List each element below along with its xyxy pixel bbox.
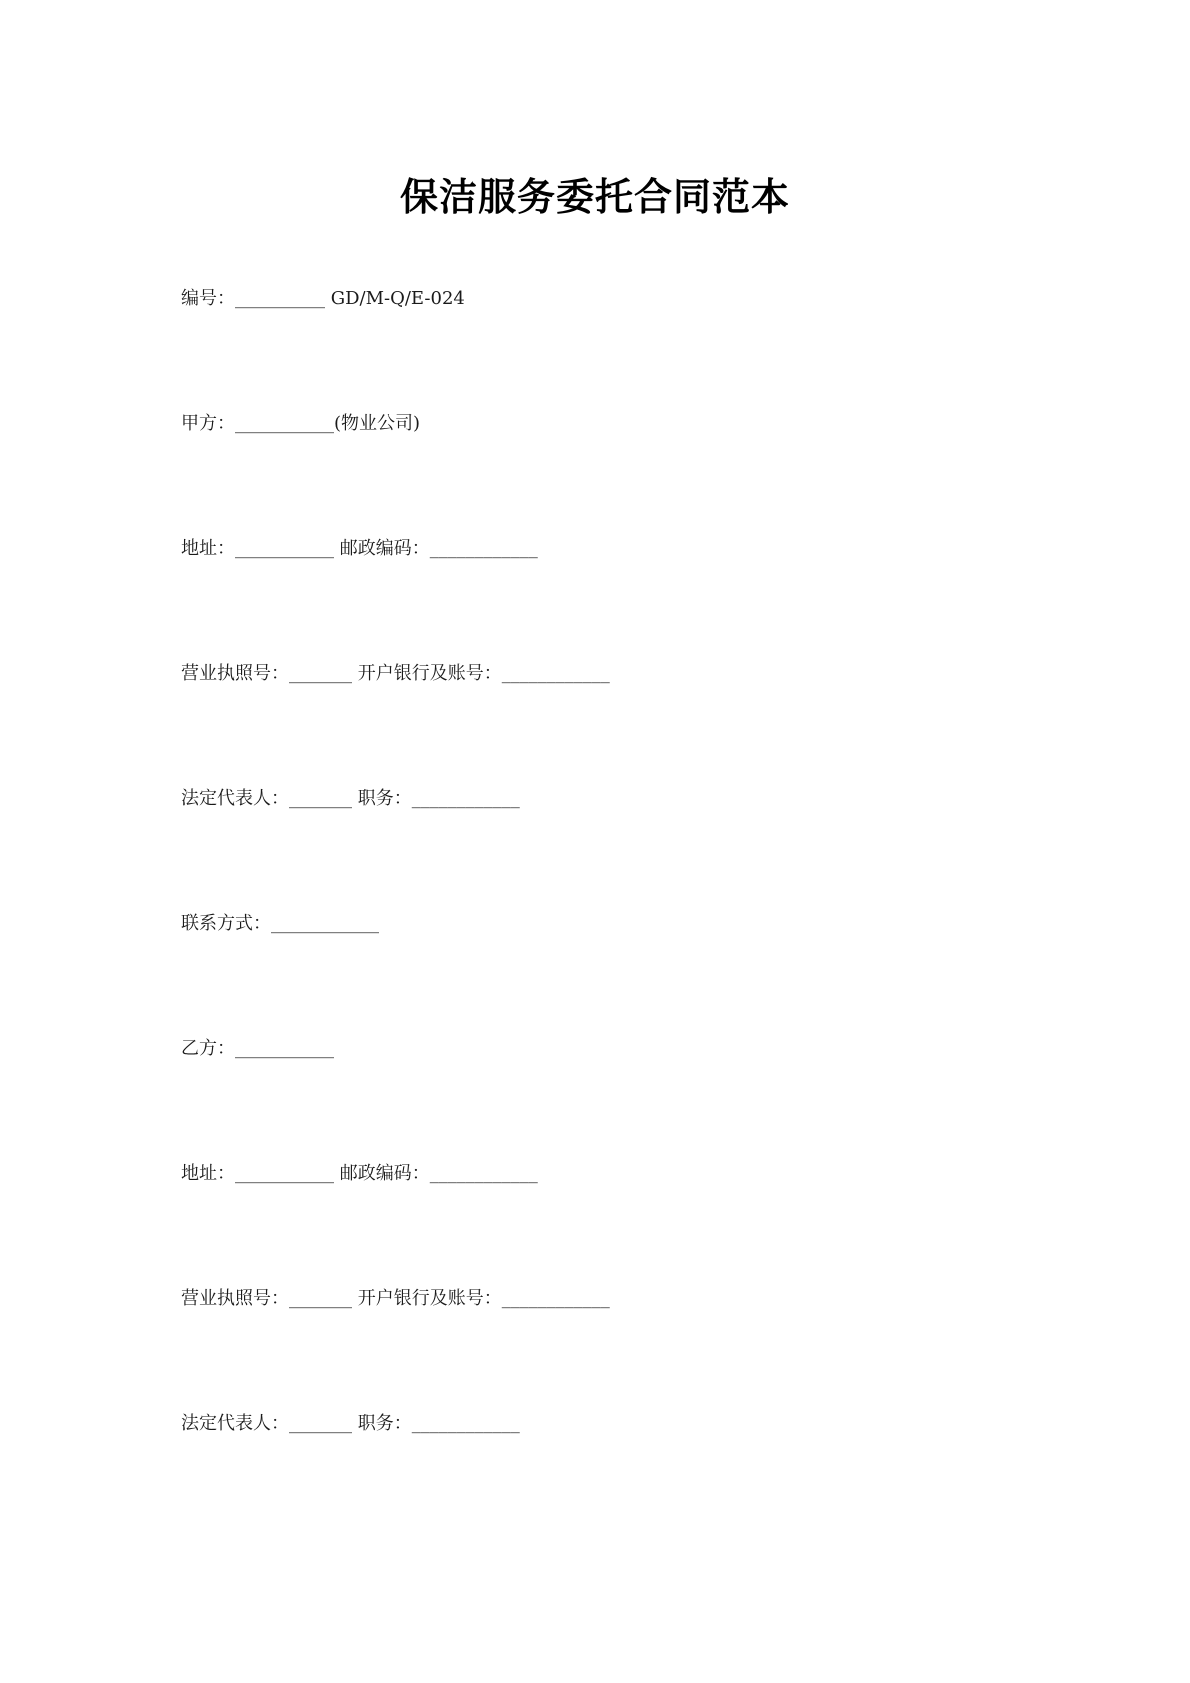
document-title: 保洁服务委托合同范本 — [399, 174, 790, 219]
field-party-a: 甲方：___________(物业公司) — [181, 413, 421, 434]
field-party-b-license-bank: 营业执照号：_______ 开户银行及账号：____________ — [181, 1288, 610, 1309]
field-party-a-contact: 联系方式：____________ — [181, 913, 379, 934]
field-party-a-license-bank: 营业执照号：_______ 开户银行及账号：____________ — [181, 663, 610, 684]
field-party-a-representative: 法定代表人：_______ 职务：____________ — [181, 788, 520, 809]
field-party-b: 乙方：___________ — [181, 1038, 334, 1059]
contract-field-list — [181, 284, 1081, 1534]
field-contract-number: 编号：__________ GD/M-Q/E-024 — [181, 288, 465, 309]
field-party-b-representative: 法定代表人：_______ 职务：____________ — [181, 1413, 520, 1434]
field-party-a-address: 地址：___________ 邮政编码：____________ — [181, 538, 538, 559]
field-party-b-address: 地址：___________ 邮政编码：____________ — [181, 1163, 538, 1184]
